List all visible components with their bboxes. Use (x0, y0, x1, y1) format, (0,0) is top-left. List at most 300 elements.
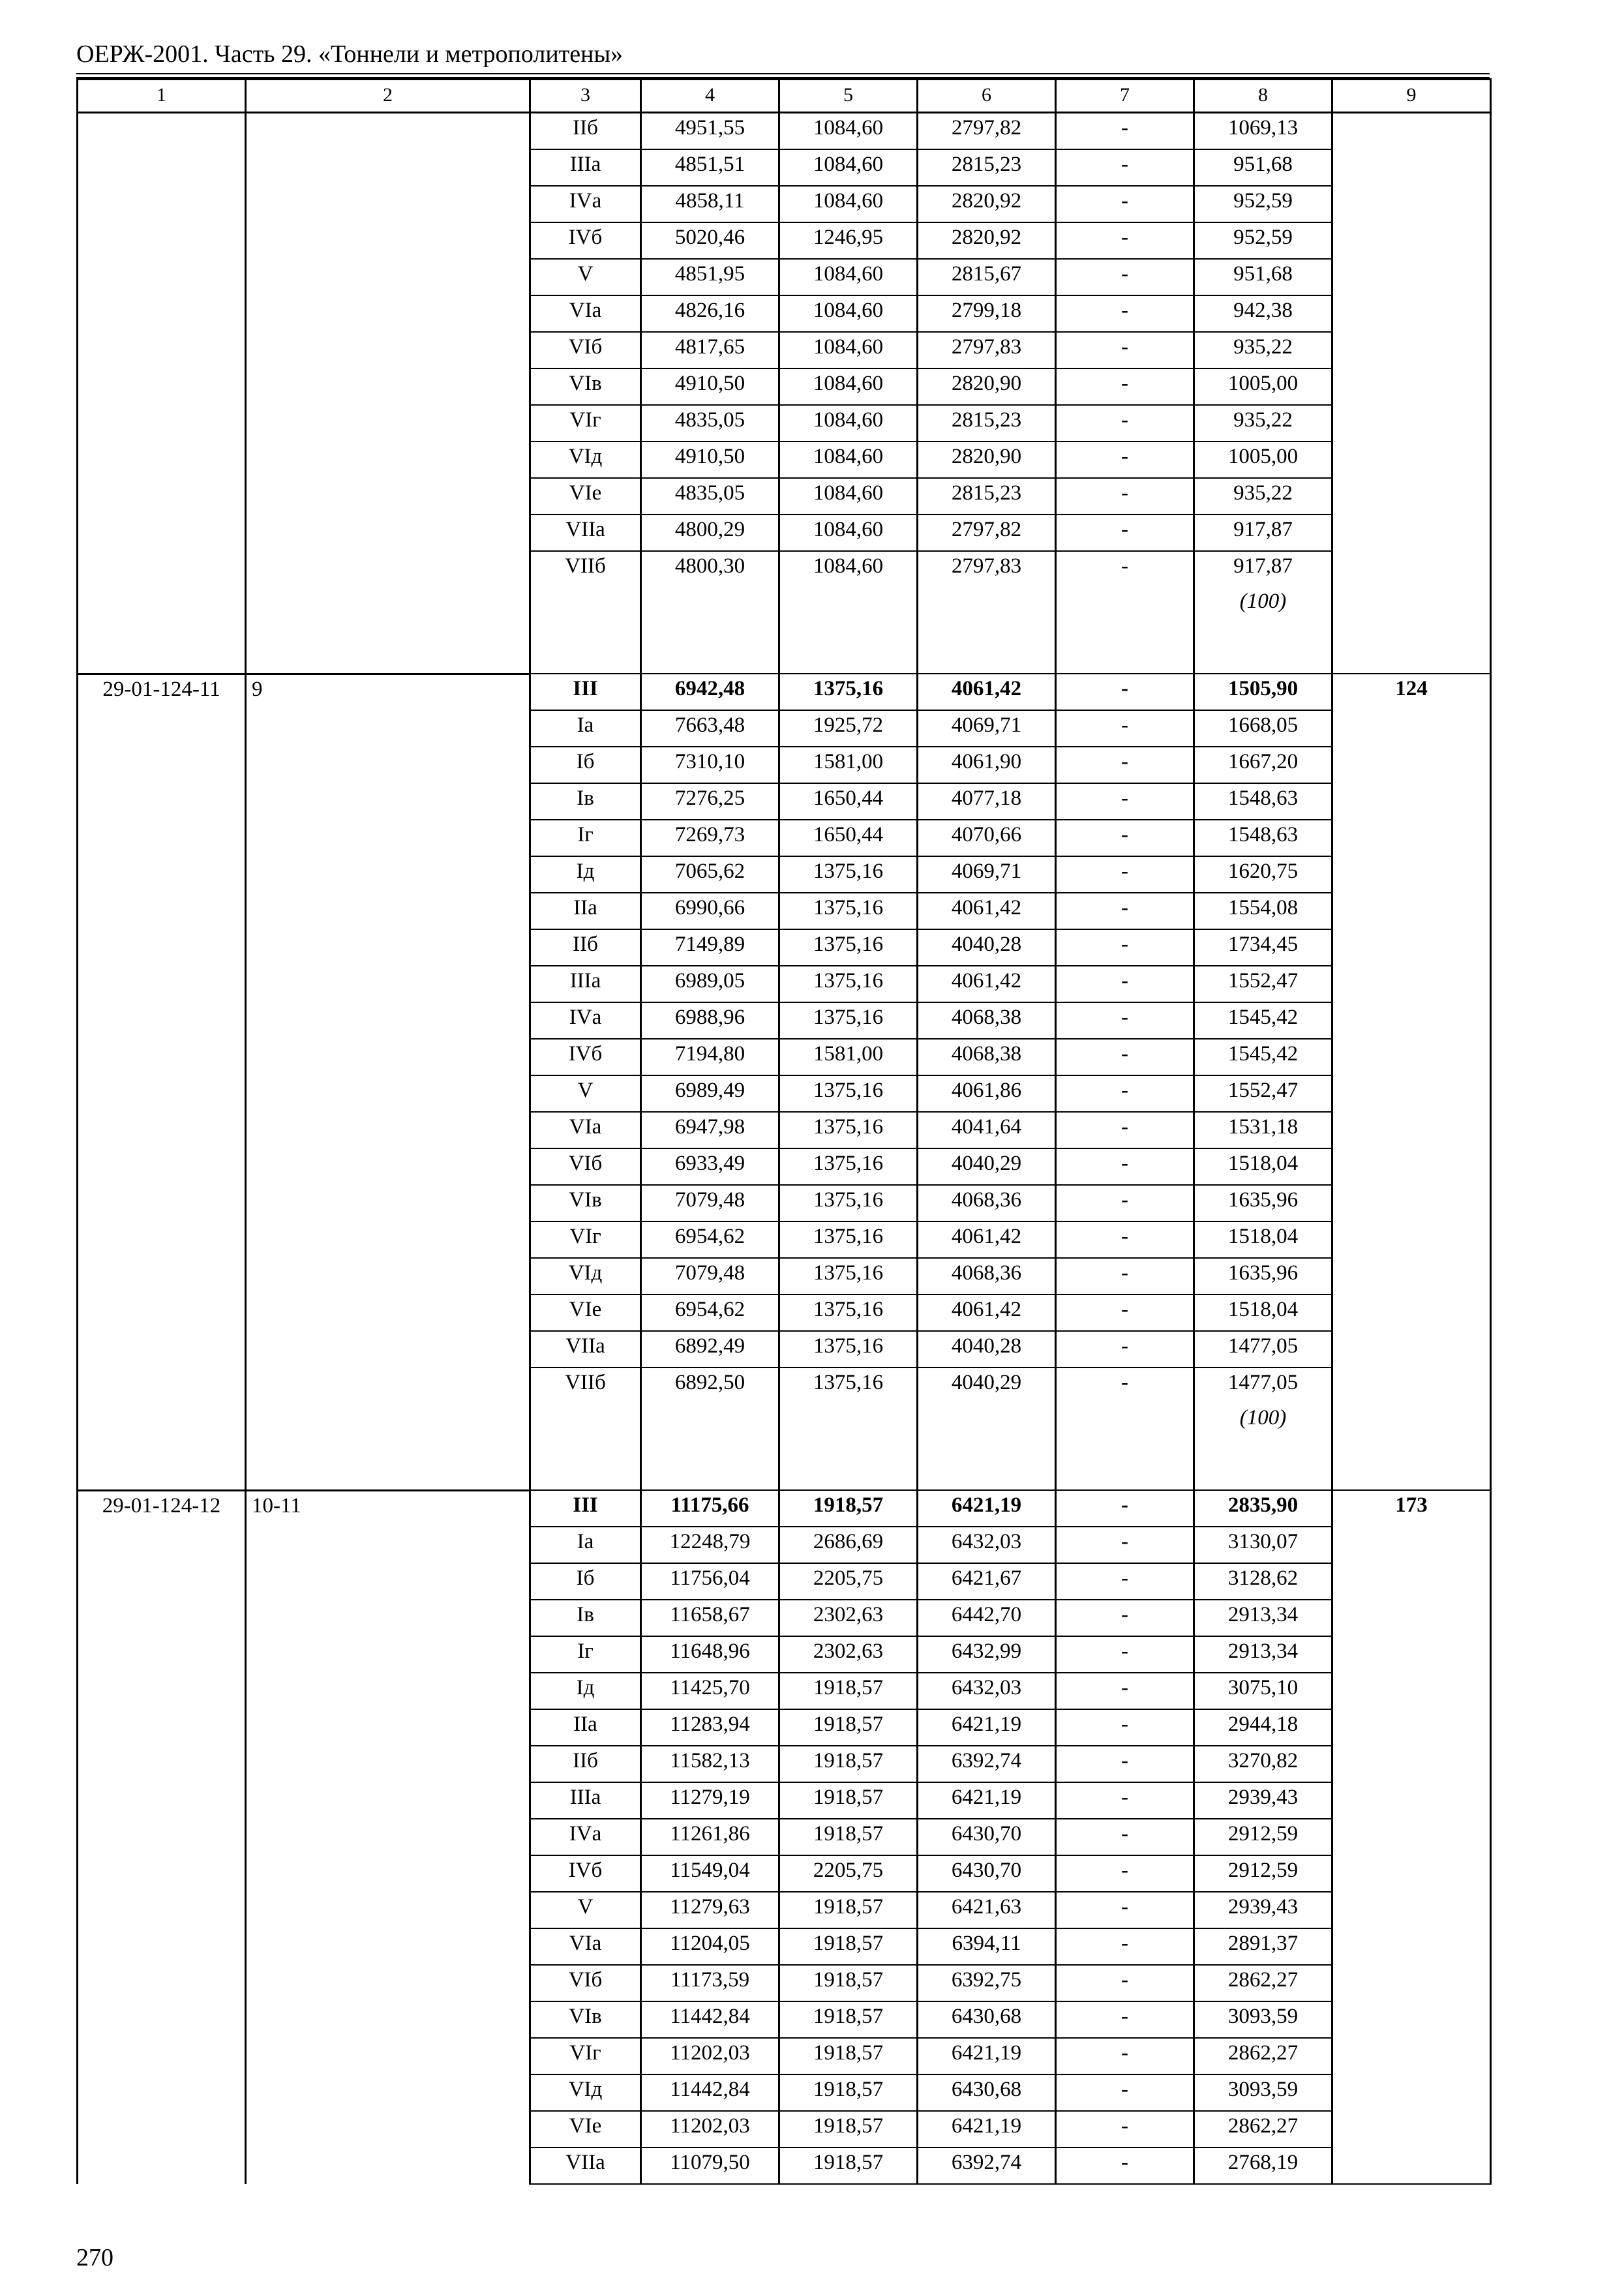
material-costs: 942,38 (1194, 295, 1332, 332)
material-costs: 1667,20 (1194, 747, 1332, 783)
zone-category: VIг (530, 2038, 641, 2074)
labor-wages: 1375,16 (779, 1075, 918, 1112)
machinist-wages: - (1056, 2111, 1194, 2147)
machine-costs: 4068,38 (918, 1039, 1056, 1075)
machinist-wages: - (1056, 259, 1194, 295)
machine-costs: 4040,29 (918, 1368, 1056, 1403)
machinist-wages: - (1056, 2147, 1194, 2184)
machinist-wages: - (1056, 1746, 1194, 1782)
labor-wages: 1084,60 (779, 551, 918, 587)
labor-wages: 1918,57 (779, 1709, 918, 1746)
empty-cell (918, 587, 1056, 674)
machinist-wages: - (1056, 1600, 1194, 1636)
labor-wages: 1084,60 (779, 186, 918, 222)
direct-costs: 6892,49 (641, 1331, 779, 1368)
machine-costs: 4070,66 (918, 820, 1056, 856)
machinist-wages: - (1056, 966, 1194, 1002)
machinist-wages: - (1056, 2038, 1194, 2074)
material-costs: 952,59 (1194, 186, 1332, 222)
labor-hours (1332, 113, 1491, 674)
material-costs: 1635,96 (1194, 1258, 1332, 1294)
direct-costs: 4835,05 (641, 405, 779, 441)
zone-category: VIб (530, 1148, 641, 1185)
direct-costs: 11261,86 (641, 1819, 779, 1855)
labor-wages: 1084,60 (779, 149, 918, 186)
machinist-wages: - (1056, 710, 1194, 747)
direct-costs: 7276,25 (641, 783, 779, 820)
machine-costs: 4061,42 (918, 674, 1056, 710)
material-costs: 1531,18 (1194, 1112, 1332, 1148)
zone-category: VIIб (530, 551, 641, 587)
machine-costs: 6442,70 (918, 1600, 1056, 1636)
machine-costs: 2815,23 (918, 149, 1056, 186)
machine-costs: 2820,90 (918, 441, 1056, 478)
machinist-wages: - (1056, 441, 1194, 478)
machinist-wages: - (1056, 856, 1194, 893)
zone-category: V (530, 259, 641, 295)
material-costs: 1545,42 (1194, 1039, 1332, 1075)
direct-costs: 6954,62 (641, 1221, 779, 1258)
machine-costs: 4061,42 (918, 1221, 1056, 1258)
machinist-wages: - (1056, 747, 1194, 783)
rate-code: 29-01-124-11 (78, 674, 246, 1490)
zone-category: VIг (530, 1221, 641, 1258)
labor-wages: 1375,16 (779, 1221, 918, 1258)
labor-wages: 1918,57 (779, 1490, 918, 1527)
machine-costs: 2820,92 (918, 222, 1056, 259)
machinist-wages: - (1056, 1368, 1194, 1403)
zone-category: VIа (530, 1112, 641, 1148)
material-costs: 2768,19 (1194, 2147, 1332, 2184)
direct-costs: 7079,48 (641, 1258, 779, 1294)
machine-costs: 6430,70 (918, 1855, 1056, 1892)
material-costs: 1477,05 (1194, 1368, 1332, 1403)
machine-costs: 4041,64 (918, 1112, 1056, 1148)
direct-costs: 11582,13 (641, 1746, 779, 1782)
material-costs: 1734,45 (1194, 929, 1332, 966)
machine-costs: 4077,18 (918, 783, 1056, 820)
machinist-wages: - (1056, 1636, 1194, 1673)
machine-costs: 6430,68 (918, 2001, 1056, 2038)
labor-wages: 1084,60 (779, 478, 918, 515)
material-costs: 917,87 (1194, 551, 1332, 587)
zone-category: Iб (530, 1563, 641, 1600)
labor-wages: 2205,75 (779, 1563, 918, 1600)
direct-costs: 11279,19 (641, 1782, 779, 1819)
machinist-wages: - (1056, 2074, 1194, 2111)
material-costs: 2891,37 (1194, 1928, 1332, 1965)
direct-costs: 4817,65 (641, 332, 779, 368)
machinist-wages: - (1056, 551, 1194, 587)
labor-wages: 1581,00 (779, 747, 918, 783)
machinist-wages: - (1056, 929, 1194, 966)
zone-category: IVб (530, 1039, 641, 1075)
machinist-wages: - (1056, 893, 1194, 929)
zone-category: IVа (530, 1002, 641, 1039)
machine-costs: 6421,19 (918, 1490, 1056, 1527)
empty-cell (918, 1403, 1056, 1490)
material-costs: 2939,43 (1194, 1892, 1332, 1928)
table-row (78, 674, 1491, 710)
zone-category: III (530, 1490, 641, 1527)
machine-costs: 6421,63 (918, 1892, 1056, 1928)
zone-category: IIIа (530, 1782, 641, 1819)
direct-costs: 11079,50 (641, 2147, 779, 2184)
work-description: 10-11 (246, 1490, 530, 2184)
material-quantity: (100) (1194, 1403, 1332, 1490)
machinist-wages: - (1056, 1112, 1194, 1148)
labor-wages: 1918,57 (779, 2111, 918, 2147)
material-costs: 1635,96 (1194, 1185, 1332, 1221)
rate-code: 29-01-124-12 (78, 1490, 246, 2184)
material-costs: 3093,59 (1194, 2001, 1332, 2038)
machine-costs: 4068,36 (918, 1258, 1056, 1294)
zone-category: Iд (530, 856, 641, 893)
machine-costs: 4040,28 (918, 1331, 1056, 1368)
zone-category: IIб (530, 929, 641, 966)
labor-wages: 1084,60 (779, 515, 918, 551)
zone-category: VIе (530, 478, 641, 515)
work-description (246, 113, 530, 674)
material-costs: 1505,90 (1194, 674, 1332, 710)
machine-costs: 6430,70 (918, 1819, 1056, 1855)
machinist-wages: - (1056, 1039, 1194, 1075)
machine-costs: 2797,83 (918, 551, 1056, 587)
column-number: 7 (1056, 80, 1194, 113)
material-costs: 1518,04 (1194, 1148, 1332, 1185)
machinist-wages: - (1056, 1331, 1194, 1368)
labor-wages: 1650,44 (779, 783, 918, 820)
empty-cell (530, 1403, 641, 1490)
labor-hours: 124 (1332, 674, 1491, 1490)
labor-wages: 1375,16 (779, 893, 918, 929)
labor-wages: 1084,60 (779, 368, 918, 405)
labor-wages: 1375,16 (779, 966, 918, 1002)
material-costs: 917,87 (1194, 515, 1332, 551)
machinist-wages: - (1056, 1928, 1194, 1965)
zone-category: Iг (530, 1636, 641, 1673)
material-costs: 1069,13 (1194, 113, 1332, 150)
material-costs: 1668,05 (1194, 710, 1332, 747)
machinist-wages: - (1056, 1075, 1194, 1112)
zone-category: Iд (530, 1673, 641, 1709)
machinist-wages: - (1056, 1563, 1194, 1600)
machine-costs: 2797,83 (918, 332, 1056, 368)
material-costs: 1477,05 (1194, 1331, 1332, 1368)
machinist-wages: - (1056, 1819, 1194, 1855)
direct-costs: 11648,96 (641, 1636, 779, 1673)
labor-wages: 1581,00 (779, 1039, 918, 1075)
zone-category: VIв (530, 2001, 641, 2038)
labor-wages: 1084,60 (779, 295, 918, 332)
labor-wages: 1375,16 (779, 1148, 918, 1185)
machine-costs: 4061,90 (918, 747, 1056, 783)
machine-costs: 2799,18 (918, 295, 1056, 332)
labor-wages: 1925,72 (779, 710, 918, 747)
machinist-wages: - (1056, 1185, 1194, 1221)
machine-costs: 4061,42 (918, 966, 1056, 1002)
machine-costs: 6392,74 (918, 2147, 1056, 2184)
zone-category: IIIа (530, 149, 641, 186)
column-number: 8 (1194, 80, 1332, 113)
zone-category: Iа (530, 1527, 641, 1563)
machine-costs: 4061,86 (918, 1075, 1056, 1112)
labor-wages: 1918,57 (779, 1965, 918, 2001)
machinist-wages: - (1056, 1258, 1194, 1294)
zone-category: VIе (530, 2111, 641, 2147)
material-costs: 1548,63 (1194, 783, 1332, 820)
zone-category: VIIа (530, 515, 641, 551)
machine-costs: 4069,71 (918, 710, 1056, 747)
direct-costs: 7310,10 (641, 747, 779, 783)
machinist-wages: - (1056, 186, 1194, 222)
machine-costs: 6421,19 (918, 2038, 1056, 2074)
direct-costs: 4910,50 (641, 368, 779, 405)
machine-costs: 4040,28 (918, 929, 1056, 966)
zone-category: Iв (530, 783, 641, 820)
zone-category: VIа (530, 295, 641, 332)
direct-costs: 11658,67 (641, 1600, 779, 1636)
machinist-wages: - (1056, 820, 1194, 856)
page-header (76, 39, 1490, 78)
material-costs: 1548,63 (1194, 820, 1332, 856)
zone-category: VIд (530, 441, 641, 478)
column-number: 3 (530, 80, 641, 113)
machine-costs: 2815,23 (918, 478, 1056, 515)
material-costs: 2862,27 (1194, 2038, 1332, 2074)
zone-category: VIб (530, 332, 641, 368)
machinist-wages: - (1056, 1673, 1194, 1709)
direct-costs: 6989,49 (641, 1075, 779, 1112)
machinist-wages: - (1056, 1527, 1194, 1563)
zone-category: VIб (530, 1965, 641, 2001)
labor-wages: 1918,57 (779, 2038, 918, 2074)
labor-wages: 1918,57 (779, 1746, 918, 1782)
empty-cell (530, 587, 641, 674)
zone-category: IIIа (530, 966, 641, 1002)
labor-wages: 1084,60 (779, 332, 918, 368)
machinist-wages: - (1056, 783, 1194, 820)
material-costs: 1620,75 (1194, 856, 1332, 893)
zone-category: V (530, 1075, 641, 1112)
material-costs: 2913,34 (1194, 1600, 1332, 1636)
material-costs: 3130,07 (1194, 1527, 1332, 1563)
labor-wages: 1918,57 (779, 2147, 918, 2184)
material-costs: 1554,08 (1194, 893, 1332, 929)
machinist-wages: - (1056, 674, 1194, 710)
material-costs: 3270,82 (1194, 1746, 1332, 1782)
labor-wages: 2302,63 (779, 1600, 918, 1636)
zone-category: VIв (530, 1185, 641, 1221)
machinist-wages: - (1056, 1221, 1194, 1258)
material-quantity: (100) (1194, 587, 1332, 674)
labor-wages: 1084,60 (779, 259, 918, 295)
labor-wages: 1918,57 (779, 1892, 918, 1928)
direct-costs: 11425,70 (641, 1673, 779, 1709)
empty-cell (779, 1403, 918, 1490)
machinist-wages: - (1056, 295, 1194, 332)
zone-category: VIIа (530, 2147, 641, 2184)
machine-costs: 2797,82 (918, 515, 1056, 551)
column-number: 6 (918, 80, 1056, 113)
zone-category: III (530, 674, 641, 710)
machine-costs: 6421,19 (918, 1782, 1056, 1819)
machine-costs: 2815,67 (918, 259, 1056, 295)
labor-wages: 1084,60 (779, 405, 918, 441)
direct-costs: 7194,80 (641, 1039, 779, 1075)
zone-category: VIв (530, 368, 641, 405)
machine-costs: 2815,23 (918, 405, 1056, 441)
material-costs: 3093,59 (1194, 2074, 1332, 2111)
direct-costs: 7065,62 (641, 856, 779, 893)
machine-costs: 6432,99 (918, 1636, 1056, 1673)
machinist-wages: - (1056, 1965, 1194, 2001)
labor-wages: 2686,69 (779, 1527, 918, 1563)
labor-wages: 1375,16 (779, 674, 918, 710)
material-costs: 935,22 (1194, 332, 1332, 368)
machine-costs: 4068,38 (918, 1002, 1056, 1039)
machinist-wages: - (1056, 405, 1194, 441)
zone-category: IVа (530, 186, 641, 222)
zone-category: IVа (530, 1819, 641, 1855)
direct-costs: 7269,73 (641, 820, 779, 856)
machinist-wages: - (1056, 1490, 1194, 1527)
material-costs: 3128,62 (1194, 1563, 1332, 1600)
machinist-wages: - (1056, 1892, 1194, 1928)
direct-costs: 11442,84 (641, 2001, 779, 2038)
zone-category: IVб (530, 1855, 641, 1892)
direct-costs: 7079,48 (641, 1185, 779, 1221)
machine-costs: 2820,92 (918, 186, 1056, 222)
machinist-wages: - (1056, 222, 1194, 259)
zone-category: VIд (530, 1258, 641, 1294)
material-costs: 2912,59 (1194, 1819, 1332, 1855)
direct-costs: 6988,96 (641, 1002, 779, 1039)
empty-cell (779, 587, 918, 674)
machine-costs: 6392,74 (918, 1746, 1056, 1782)
labor-wages: 1375,16 (779, 1112, 918, 1148)
labor-wages: 1918,57 (779, 1782, 918, 1819)
zone-category: Iг (530, 820, 641, 856)
machinist-wages: - (1056, 478, 1194, 515)
empty-cell (641, 1403, 779, 1490)
zone-category: VIIб (530, 1368, 641, 1403)
direct-costs: 5020,46 (641, 222, 779, 259)
labor-hours: 173 (1332, 1490, 1491, 2184)
direct-costs: 6892,50 (641, 1368, 779, 1403)
machine-costs: 4040,29 (918, 1148, 1056, 1185)
material-costs: 2835,90 (1194, 1490, 1332, 1527)
empty-cell (1056, 587, 1194, 674)
direct-costs: 6989,05 (641, 966, 779, 1002)
zone-category: IIа (530, 893, 641, 929)
labor-wages: 1375,16 (779, 1258, 918, 1294)
zone-category: Iв (530, 1600, 641, 1636)
labor-wages: 1918,57 (779, 1673, 918, 1709)
material-costs: 952,59 (1194, 222, 1332, 259)
price-table (76, 78, 1492, 2185)
machine-costs: 4061,42 (918, 1294, 1056, 1331)
labor-wages: 1918,57 (779, 2074, 918, 2111)
labor-wages: 1375,16 (779, 1331, 918, 1368)
direct-costs: 6933,49 (641, 1148, 779, 1185)
direct-costs: 11442,84 (641, 2074, 779, 2111)
zone-category: IIб (530, 113, 641, 150)
column-number: 5 (779, 80, 918, 113)
machine-costs: 6421,19 (918, 1709, 1056, 1746)
material-costs: 1005,00 (1194, 441, 1332, 478)
machine-costs: 4068,36 (918, 1185, 1056, 1221)
machine-costs: 6392,75 (918, 1965, 1056, 2001)
machinist-wages: - (1056, 1002, 1194, 1039)
machinist-wages: - (1056, 113, 1194, 150)
direct-costs: 4858,11 (641, 186, 779, 222)
machinist-wages: - (1056, 149, 1194, 186)
zone-category: VIIа (530, 1331, 641, 1368)
labor-wages: 1246,95 (779, 222, 918, 259)
direct-costs: 7663,48 (641, 710, 779, 747)
material-costs: 1518,04 (1194, 1294, 1332, 1331)
direct-costs: 4910,50 (641, 441, 779, 478)
machine-costs: 6421,67 (918, 1563, 1056, 1600)
rate-code (78, 113, 246, 674)
header-rule (76, 73, 1490, 74)
zone-category: VIе (530, 1294, 641, 1331)
labor-wages: 1084,60 (779, 441, 918, 478)
direct-costs: 7149,89 (641, 929, 779, 966)
labor-wages: 1918,57 (779, 1928, 918, 1965)
direct-costs: 11279,63 (641, 1892, 779, 1928)
machinist-wages: - (1056, 2001, 1194, 2038)
column-number-row (78, 80, 1491, 113)
direct-costs: 11175,66 (641, 1490, 779, 1527)
direct-costs: 11204,05 (641, 1928, 779, 1965)
direct-costs: 11202,03 (641, 2111, 779, 2147)
labor-wages: 1650,44 (779, 820, 918, 856)
direct-costs: 4951,55 (641, 113, 779, 150)
material-costs: 951,68 (1194, 259, 1332, 295)
material-costs: 2913,34 (1194, 1636, 1332, 1673)
machine-costs: 6432,03 (918, 1673, 1056, 1709)
direct-costs: 4826,16 (641, 295, 779, 332)
labor-wages: 1375,16 (779, 1002, 918, 1039)
machine-costs: 6432,03 (918, 1527, 1056, 1563)
labor-wages: 1375,16 (779, 1368, 918, 1403)
machine-costs: 6430,68 (918, 2074, 1056, 2111)
zone-category: IIб (530, 1746, 641, 1782)
labor-wages: 1084,60 (779, 113, 918, 150)
direct-costs: 11202,03 (641, 2038, 779, 2074)
zone-category: IVб (530, 222, 641, 259)
material-costs: 1552,47 (1194, 1075, 1332, 1112)
material-costs: 935,22 (1194, 405, 1332, 441)
material-costs: 2912,59 (1194, 1855, 1332, 1892)
zone-category: Iб (530, 747, 641, 783)
column-number: 1 (78, 80, 246, 113)
column-number: 9 (1332, 80, 1491, 113)
direct-costs: 11173,59 (641, 1965, 779, 2001)
zone-category: VIа (530, 1928, 641, 1965)
direct-costs: 4851,51 (641, 149, 779, 186)
material-costs: 1552,47 (1194, 966, 1332, 1002)
labor-wages: 2302,63 (779, 1636, 918, 1673)
direct-costs: 6990,66 (641, 893, 779, 929)
material-costs: 1005,00 (1194, 368, 1332, 405)
labor-wages: 1375,16 (779, 929, 918, 966)
machine-costs: 2820,90 (918, 368, 1056, 405)
direct-costs: 6947,98 (641, 1112, 779, 1148)
material-costs: 2862,27 (1194, 2111, 1332, 2147)
